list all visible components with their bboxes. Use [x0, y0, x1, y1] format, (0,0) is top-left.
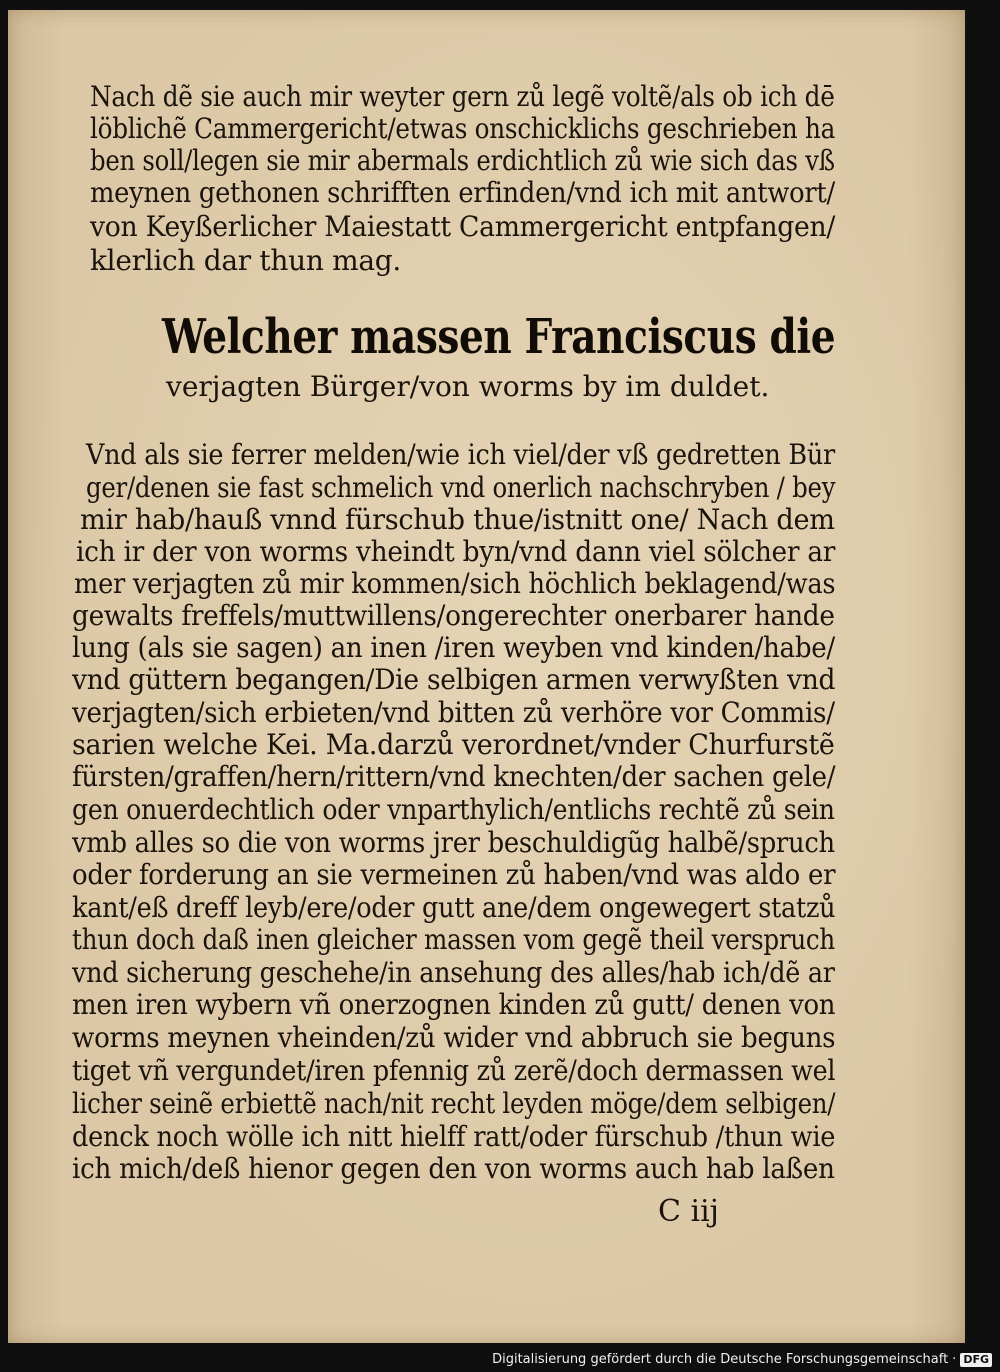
text-line: tiget vñ vergundet/iren pfennig zů zerẽ/doch dermassen wel: [72, 1054, 836, 1087]
text-line: verjagten/sich erbieten/vnd bitten zů verhöre vor Commis/: [72, 696, 835, 729]
section-subheading: verjagten Bürger/von worms by im duldet.: [166, 370, 770, 403]
text-line: sarien welche Kei. Ma.darzů verordnet/vnder Churfurstẽ: [72, 728, 835, 761]
text-line: denck noch wölle ich nitt hielff ratt/oder fürschub /thun wie: [72, 1120, 836, 1153]
separator: ·: [952, 1352, 957, 1367]
book-page: [8, 10, 965, 1343]
text-line: oder forderung an sie vermeinen zů haben/vnd was aldo er: [72, 858, 836, 891]
text-line: fürsten/graffen/hern/rittern/vnd knechten/der sachen gele/: [72, 760, 836, 793]
text-line: mir hab/hauß vnnd fürschub thue/istnitt one/ Nach dem: [80, 503, 835, 536]
text-line: gewalts freffels/muttwillens/ongerechter onerbarer hande: [72, 599, 835, 632]
text-line: ich mich/deß hienor gegen den von worms auch hab laßen: [72, 1152, 835, 1185]
text-line: vmb alles so die von worms jrer beschuldigũg halbẽ/spruch: [72, 826, 835, 859]
text-line: vnd sicherung geschehe/in ansehung des alles/hab ich/dẽ ar: [72, 956, 835, 989]
text-line: löblichẽ Cammergericht/etwas onschicklichs geschrieben ha: [90, 112, 836, 145]
text-line: vnd güttern begangen/Die selbigen armen verwyßten vnd: [72, 663, 836, 696]
text-line: ger/denen sie fast schmelich vnd onerlich nachschryben / bey: [86, 471, 836, 504]
text-line: Vnd als sie ferrer melden/wie ich viel/der vß gedretten Bür: [86, 438, 835, 471]
text-line: meynen gethonen schrifften erfinden/vnd ich mit antwort/: [90, 176, 835, 209]
text-line: von Keyßerlicher Maiestatt Cammergericht entpfangen/: [90, 210, 836, 243]
text-line: licher seinẽ erbiettẽ nach/nit recht leyden möge/dem selbigen/: [72, 1087, 836, 1120]
text-line: thun doch daß inen gleicher massen vom gegẽ theil verspruch: [72, 923, 835, 956]
text-line: lung (als sie sagen) an inen /iren weyben vnd kinden/habe/: [72, 631, 835, 664]
signature-mark: C iij: [658, 1194, 719, 1229]
text-line: Nach dẽ sie auch mir weyter gern zů legẽ voltẽ/als ob ich dē: [90, 80, 835, 113]
dfg-logo-icon: DFG: [960, 1353, 992, 1367]
text-line: kant/eß dreff leyb/ere/oder gutt ane/dem ongewegert statzů: [72, 891, 836, 924]
credit-text: Digitalisierung gefördert durch die Deutsche Forschungsgemeinschaft: [492, 1352, 949, 1367]
text-line: mer verjagten zů mir kommen/sich höchlich beklagend/was: [74, 567, 836, 600]
text-line: gen onuerdechtlich oder vnparthylich/entlichs rechtẽ zů sein: [72, 793, 835, 826]
text-line: men iren wybern vñ onerzognen kinden zů gutt/ denen von: [72, 988, 836, 1021]
text-line: worms meynen vheinden/zů wider vnd abbruch sie beguns: [72, 1021, 836, 1054]
text-line: ich ir der von worms vheindt byn/vnd dann viel sölcher ar: [76, 535, 836, 568]
section-heading: Welcher massen Franciscus die: [162, 309, 836, 365]
digitization-credit: [492, 1352, 992, 1368]
text-line: klerlich dar thun mag.: [90, 244, 402, 277]
text-line: ben soll/legen sie mir abermals erdichtlich zů wie sich das vß: [90, 144, 835, 177]
